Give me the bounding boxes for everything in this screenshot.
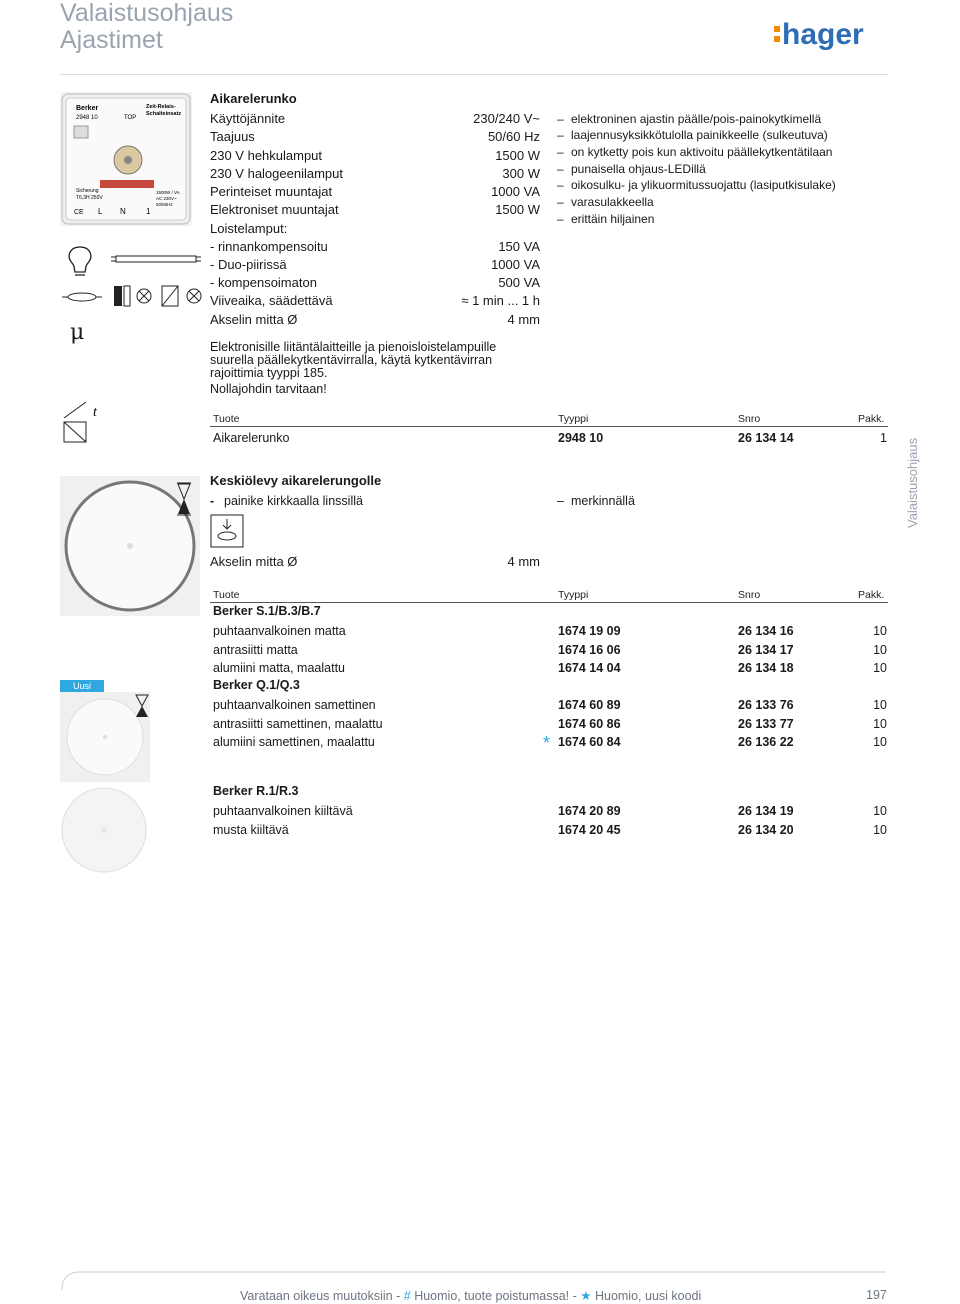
page-title (60, 0, 233, 54)
table-row: alumiini samettinen, maalattu 1674 60 84 26 136 22 10 (213, 735, 887, 749)
table-row: musta kiiltävä 1674 20 45 26 134 20 10 (213, 823, 887, 837)
svg-text:TOP: TOP (124, 115, 137, 121)
svg-text:AC 230V~: AC 230V~ (156, 196, 177, 201)
spec-row: Akselin mitta Ø 4 mm (210, 312, 540, 327)
feature-item: – elektroninen ajastin päälle/pois-painokytkimellä (557, 111, 821, 127)
star-marker: ★ (580, 1289, 592, 1303)
timer-insert-image (60, 92, 192, 226)
spec-row: - rinnankompensoitu 150 VA (210, 239, 540, 254)
new-badge: Uusi (60, 680, 104, 692)
spec-row: Taajuus 50/60 Hz (210, 129, 540, 144)
svg-text:Berker: Berker (76, 105, 99, 112)
group-title: Berker S.1/B.3/B.7 (213, 604, 321, 618)
hourglass-icon (176, 482, 192, 516)
feature-item: – oikosulku- ja ylikuormitussuojattu (lasiputkisulake) (557, 177, 836, 193)
feature-item: – on kytketty pois kun aktivoitu päällekytkentätilaan (557, 144, 832, 160)
svg-text:Sicherung: Sicherung (76, 188, 99, 194)
section1-title: Aikarelerunko (210, 91, 297, 106)
svg-text:Schalteinsatz: Schalteinsatz (146, 111, 182, 117)
svg-text:50/60Hz: 50/60Hz (156, 202, 173, 207)
table-row: alumiini matta, maalattu 1674 14 04 26 134 18 10 (213, 661, 887, 675)
hager-logo (772, 16, 876, 52)
group-title: Berker Q.1/Q.3 (213, 678, 300, 692)
spec-row: Viiveaika, säädettävä ≈ 1 min ... 1 h (210, 293, 540, 308)
fluorescent-tube-icon (110, 252, 202, 266)
bullet-left: - painike kirkkaalla linssillä (210, 494, 363, 508)
section2-title: Keskiölevy aikarelerungolle (210, 473, 382, 488)
footer-legend: Varataan oikeus muutoksiin - # Huomio, tuote poistumassa! - ★ Huomio, uusi koodi (240, 1289, 702, 1303)
neutral-note: Nollajohdin tarvitaan! (210, 382, 327, 396)
usage-note: Elektronisille liitäntälaitteille ja pienoisloistelampuille suurella päällekytkentävirralla, käytä kytkentävirran rajoittimia tyyppi 185. (210, 340, 497, 380)
feature-item: – punaisella ohjaus-LEDillä (557, 161, 706, 177)
feature-item: – varasulakkeella (557, 194, 654, 210)
spec-row: - Duo-piirissä 1000 VA (210, 257, 540, 272)
side-category-label: Valaistusohjaus (905, 437, 920, 528)
group-title: Berker R.1/R.3 (213, 784, 299, 798)
col-head-type: Tyyppi (558, 413, 589, 425)
table-rule (210, 426, 888, 427)
col-head-type: Tyyppi (558, 589, 589, 601)
svg-text:1: 1 (146, 207, 151, 216)
halogen-lamp-icon (60, 290, 104, 304)
spec-row: 230 V hehkulamput 1500 W (210, 148, 540, 163)
electronic-transformer-icon (160, 284, 204, 308)
col-head-snro: Snro (738, 413, 761, 425)
page-title-line2: Ajastimet (60, 26, 163, 54)
mu-symbol: μ (70, 320, 85, 345)
svg-text:Zeit-Relais-: Zeit-Relais- (146, 104, 176, 110)
svg-text:CE: CE (74, 209, 84, 216)
feature-item: – laajennusyksikkötulolla painikkeelle (sulkeutuva) (557, 127, 828, 143)
feature-item: – erittäin hiljainen (557, 211, 654, 227)
table-row: antrasiitti matta 1674 16 06 26 134 17 10 (213, 643, 887, 657)
spec-row: Perinteiset muuntajat 1000 VA (210, 184, 540, 199)
page-number: 197 (866, 1288, 887, 1302)
incandescent-bulb-icon (60, 244, 100, 278)
table-row: puhtaanvalkoinen matta 1674 19 09 26 134 16 10 (213, 624, 887, 638)
spec-row: Käyttöjännite 230/240 V~ (210, 111, 540, 126)
col-head-pack: Pakk. (858, 413, 885, 425)
center-plate-r-image (60, 786, 148, 874)
col-head-product: Tuote (213, 413, 240, 425)
table-row: puhtaanvalkoinen samettinen 1674 60 89 26 133 76 10 (213, 698, 887, 712)
table-row: Aikarelerunko 2948 10 26 134 14 1 (213, 431, 887, 445)
table-row: puhtaanvalkoinen kiiltävä 1674 20 89 26 134 19 10 (213, 804, 887, 818)
spec-row: 230 V halogeenilamput 300 W (210, 166, 540, 181)
svg-text:2948 10: 2948 10 (76, 115, 98, 121)
new-code-star: * (543, 733, 551, 753)
svg-text:1500W / VA: 1500W / VA (156, 190, 180, 195)
col-head-pack: Pakk. (858, 589, 885, 601)
svg-text:N: N (120, 207, 126, 216)
header-rule (60, 74, 888, 75)
footer-rule (60, 1270, 888, 1290)
spec-row: Elektroniset muuntajat 1500 W (210, 202, 540, 217)
spec-row: - kompensoimaton 500 VA (210, 275, 540, 290)
svg-text:t: t (93, 405, 97, 420)
hash-marker: # (403, 1289, 411, 1303)
transformer-lamp-icon (112, 284, 154, 308)
bullet-right: – merkinnällä (557, 494, 635, 508)
page-title-line1: Valaistusohjaus (60, 0, 234, 27)
table-row: antrasiitti samettinen, maalattu 1674 60 86 26 133 77 10 (213, 717, 887, 731)
spec-row: Loistelamput: (210, 221, 288, 236)
timer-symbol-icon (60, 396, 106, 446)
lens-button-icon (210, 514, 244, 548)
svg-text:T6,3H 250V: T6,3H 250V (76, 195, 103, 201)
spec-row: Akselin mitta Ø 4 mm (210, 554, 540, 569)
table-rule (210, 602, 888, 603)
brand-text: hager (782, 18, 864, 51)
svg-text:L: L (98, 207, 103, 216)
hourglass-small-icon (135, 694, 149, 718)
col-head-snro: Snro (738, 589, 761, 601)
col-head-product: Tuote (213, 589, 240, 601)
